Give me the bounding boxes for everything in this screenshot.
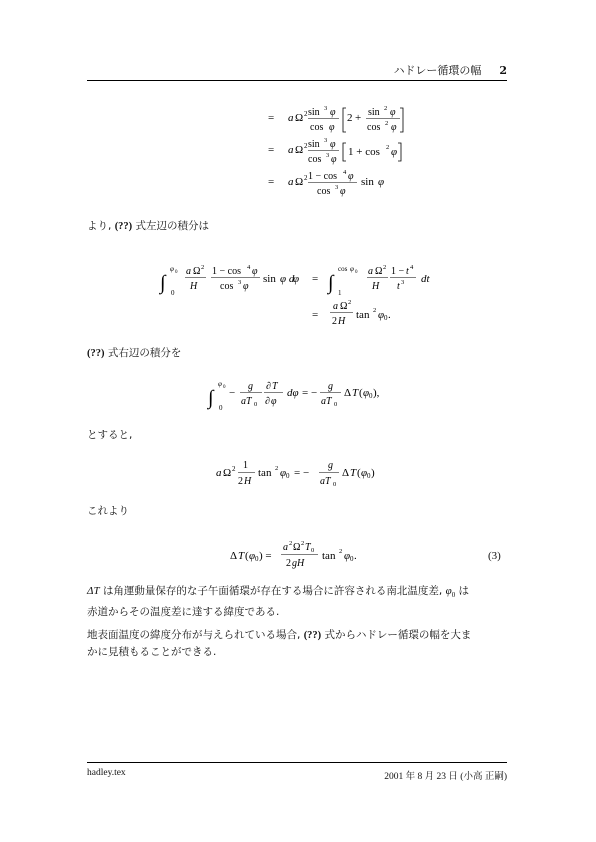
- paragraph-3: [87, 427, 507, 444]
- svg-text:0: 0: [175, 270, 178, 275]
- svg-text:0: 0: [311, 547, 315, 554]
- text: より,: [87, 220, 112, 232]
- paragraph-5: [87, 583, 507, 621]
- svg-text:H: H: [190, 281, 198, 292]
- svg-text:φ: φ: [348, 171, 354, 182]
- svg-text:sin: sin: [263, 273, 276, 285]
- svg-text:2: 2: [347, 112, 353, 124]
- svg-text:−: −: [229, 387, 236, 399]
- svg-text:3: 3: [326, 152, 330, 159]
- svg-text:0: 0: [254, 401, 258, 408]
- svg-text:tan: tan: [258, 467, 272, 479]
- equation-ref[interactable]: (??): [87, 348, 105, 359]
- svg-text:+: +: [355, 112, 362, 124]
- running-header: [87, 62, 507, 76]
- svg-text:Ω: Ω: [193, 266, 201, 277]
- svg-text:1: 1: [243, 460, 248, 471]
- paragraph-4: [87, 503, 507, 520]
- paragraph-6: [87, 627, 507, 661]
- svg-text:φ: φ: [252, 266, 258, 277]
- svg-text:0: 0: [223, 385, 226, 390]
- svg-text:0: 0: [171, 289, 175, 297]
- svg-text:a: a: [186, 266, 191, 277]
- svg-text:2: 2: [232, 465, 236, 473]
- svg-text:g: g: [328, 460, 333, 471]
- svg-text:2: 2: [304, 110, 308, 118]
- svg-text:2: 2: [339, 548, 343, 555]
- svg-text:cos: cos: [310, 122, 324, 133]
- svg-text:=: =: [268, 176, 275, 188]
- svg-text:gH: gH: [292, 558, 305, 569]
- svg-text:sin: sin: [361, 176, 374, 188]
- footer-date-author: 2001 年 8 月 23 日 (小高 正嗣): [384, 772, 507, 782]
- svg-text:(: (: [359, 387, 363, 399]
- svg-text:aT: aT: [320, 476, 331, 487]
- svg-text:sin: sin: [368, 107, 380, 118]
- equation-3: [0, 535, 596, 577]
- svg-text:1 − cos: 1 − cos: [308, 171, 337, 182]
- svg-text:H: H: [338, 316, 346, 327]
- svg-text:T: T: [272, 381, 278, 392]
- svg-text:T: T: [350, 467, 357, 479]
- svg-text:φ: φ: [391, 122, 397, 133]
- svg-text:φ: φ: [243, 281, 249, 292]
- svg-text:φ: φ: [249, 550, 256, 562]
- equation-derivation: [0, 95, 596, 205]
- svg-text:φ: φ: [378, 176, 385, 188]
- svg-text:2: 2: [332, 316, 337, 327]
- text: かに見積もることができる.: [87, 646, 217, 658]
- svg-text:a: a: [288, 176, 294, 188]
- svg-text:2: 2: [301, 540, 305, 547]
- svg-text:Ω: Ω: [295, 144, 304, 156]
- text: は角運動量保存的な子午面循環が存在する場合に許容される南北温度差,: [102, 585, 443, 597]
- svg-text:0: 0: [255, 555, 259, 563]
- svg-text:∫: ∫: [208, 387, 214, 409]
- svg-text:φ: φ: [391, 146, 398, 158]
- svg-text:3: 3: [335, 184, 339, 191]
- svg-text:aT: aT: [241, 396, 252, 407]
- equation-number: (3): [488, 550, 501, 562]
- svg-text:∂: ∂: [265, 396, 270, 407]
- svg-text:T: T: [305, 542, 311, 553]
- svg-text:) =: ) =: [259, 550, 272, 562]
- svg-text:Ω: Ω: [223, 467, 232, 479]
- svg-text:sin: sin: [308, 139, 320, 150]
- svg-text:2: 2: [383, 264, 387, 271]
- svg-text:dφ: dφ: [287, 387, 299, 399]
- svg-text:0: 0: [286, 472, 290, 480]
- svg-text:2: 2: [373, 307, 377, 314]
- svg-text:): ): [371, 467, 375, 479]
- svg-text:dt: dt: [421, 273, 430, 285]
- svg-text:cos: cos: [317, 186, 331, 197]
- svg-text:T: T: [352, 387, 359, 399]
- svg-text:4: 4: [343, 169, 347, 176]
- svg-text:cos: cos: [367, 122, 381, 133]
- svg-text:2: 2: [384, 105, 388, 112]
- svg-text:= −: = −: [302, 387, 318, 399]
- svg-text:4: 4: [410, 264, 414, 271]
- svg-text:φ: φ: [363, 387, 370, 399]
- svg-text:0: 0: [384, 314, 388, 322]
- text: 赤道からその温度差に達する緯度である.: [87, 606, 280, 619]
- svg-text:0: 0: [334, 401, 338, 408]
- svg-text:a: a: [288, 144, 294, 156]
- svg-text:a: a: [216, 467, 222, 479]
- svg-text:∫: ∫: [328, 272, 334, 294]
- svg-text:.: .: [388, 309, 391, 321]
- paragraph-1: [87, 218, 507, 235]
- svg-text:Δ: Δ: [230, 550, 238, 562]
- svg-text:0: 0: [355, 270, 358, 275]
- svg-text:=: =: [268, 144, 275, 156]
- svg-text:φ: φ: [170, 265, 174, 273]
- svg-text:φ: φ: [218, 380, 222, 388]
- svg-text:φ: φ: [344, 550, 351, 562]
- svg-text:2: 2: [275, 465, 279, 472]
- svg-text:.: .: [354, 550, 357, 562]
- header-title: ハドレー循環の幅: [393, 64, 482, 77]
- svg-text:Δ: Δ: [342, 467, 350, 479]
- svg-text:φ: φ: [378, 309, 385, 321]
- equation-rhs-integral: [0, 372, 596, 420]
- equation-definition: [0, 452, 596, 498]
- svg-text:φ: φ: [331, 154, 337, 165]
- svg-text:(: (: [357, 467, 361, 479]
- svg-text:Ω: Ω: [375, 266, 383, 277]
- svg-text:=: =: [312, 273, 319, 285]
- svg-text:t: t: [406, 266, 409, 277]
- svg-text:φ: φ: [361, 467, 368, 479]
- svg-text:t: t: [397, 281, 400, 292]
- svg-text:(: (: [245, 550, 249, 562]
- svg-text:φ: φ: [390, 107, 396, 118]
- svg-text:0: 0: [350, 555, 354, 563]
- svg-text:3: 3: [324, 105, 328, 112]
- svg-text:Ω: Ω: [293, 542, 301, 553]
- svg-text:2: 2: [304, 142, 308, 150]
- svg-text:2: 2: [348, 299, 352, 306]
- footer-rule: [87, 762, 507, 763]
- svg-text:aT: aT: [321, 396, 332, 407]
- svg-text:g: g: [248, 381, 253, 392]
- svg-text:φ: φ: [329, 122, 335, 133]
- svg-text:cos: cos: [308, 154, 322, 165]
- svg-text:2: 2: [238, 476, 243, 487]
- svg-text:Δ: Δ: [344, 387, 352, 399]
- svg-text:a: a: [283, 542, 288, 553]
- text: 地表面温度の緯度分布が与えられている場合,: [87, 629, 301, 641]
- svg-text:g: g: [328, 381, 333, 392]
- svg-text:=: =: [268, 112, 275, 124]
- svg-text:1: 1: [338, 289, 342, 297]
- svg-text:2: 2: [304, 174, 308, 182]
- equation-ref[interactable]: (??): [303, 630, 322, 641]
- svg-text:φ: φ: [293, 273, 300, 285]
- page-number: 2: [499, 64, 507, 77]
- svg-text:φ: φ: [340, 186, 346, 197]
- svg-text:3: 3: [238, 279, 242, 286]
- svg-text:0: 0: [219, 404, 223, 412]
- text: とすると,: [87, 429, 133, 441]
- svg-text:Ω: Ω: [295, 112, 304, 124]
- svg-text:2: 2: [289, 540, 293, 547]
- text: これより: [87, 505, 129, 517]
- svg-text:= −: = −: [294, 467, 310, 479]
- svg-text:cos: cos: [220, 281, 234, 292]
- svg-text:1 − cos: 1 − cos: [212, 266, 241, 277]
- svg-text:φ d: φ d: [280, 273, 295, 285]
- text: は: [458, 585, 470, 597]
- svg-text:2: 2: [201, 264, 205, 271]
- svg-text:2: 2: [385, 120, 389, 127]
- svg-text:tan: tan: [322, 550, 336, 562]
- text: 式からハドレー循環の幅を大ま: [324, 629, 472, 641]
- svg-text:0: 0: [333, 481, 337, 488]
- text: 式左辺の積分は: [135, 220, 210, 232]
- svg-text:2: 2: [386, 144, 390, 151]
- svg-text:a: a: [288, 112, 294, 124]
- svg-text:Ω: Ω: [340, 301, 348, 312]
- symbol: φ: [445, 585, 452, 597]
- svg-text:φ: φ: [350, 265, 354, 273]
- svg-text:1 + cos: 1 + cos: [348, 146, 380, 158]
- svg-text:φ: φ: [271, 396, 277, 407]
- svg-text:tan: tan: [356, 309, 370, 321]
- svg-text:H: H: [244, 476, 252, 487]
- symbol: ΔT: [87, 585, 100, 597]
- svg-text:cos: cos: [338, 265, 348, 273]
- svg-text:∂: ∂: [266, 381, 271, 392]
- svg-text:Ω: Ω: [295, 176, 304, 188]
- subscript: 0: [451, 591, 456, 600]
- svg-text:H: H: [372, 281, 380, 292]
- text: 式右辺の積分を: [107, 347, 182, 359]
- svg-text:=: =: [312, 309, 319, 321]
- svg-text:),: ),: [373, 387, 380, 399]
- svg-text:sin: sin: [308, 107, 320, 118]
- svg-text:φ: φ: [330, 107, 336, 118]
- svg-text:3: 3: [324, 137, 328, 144]
- svg-text:a: a: [333, 301, 338, 312]
- svg-text:4: 4: [247, 264, 251, 271]
- equation-lhs-integral: [0, 255, 596, 335]
- svg-text:∫: ∫: [160, 272, 166, 294]
- svg-text:0: 0: [367, 472, 371, 480]
- svg-text:a: a: [368, 266, 373, 277]
- svg-text:3: 3: [401, 279, 405, 286]
- paragraph-2: [87, 345, 507, 362]
- svg-text:T: T: [238, 550, 245, 562]
- svg-text:φ: φ: [280, 467, 287, 479]
- equation-ref[interactable]: (??): [114, 221, 133, 232]
- svg-text:2: 2: [286, 558, 291, 569]
- header-rule: [87, 80, 507, 81]
- svg-text:0: 0: [369, 392, 373, 400]
- svg-text:φ: φ: [330, 139, 336, 150]
- svg-text:1 −: 1 −: [391, 266, 405, 277]
- footer-filename: hadley.tex: [87, 768, 126, 778]
